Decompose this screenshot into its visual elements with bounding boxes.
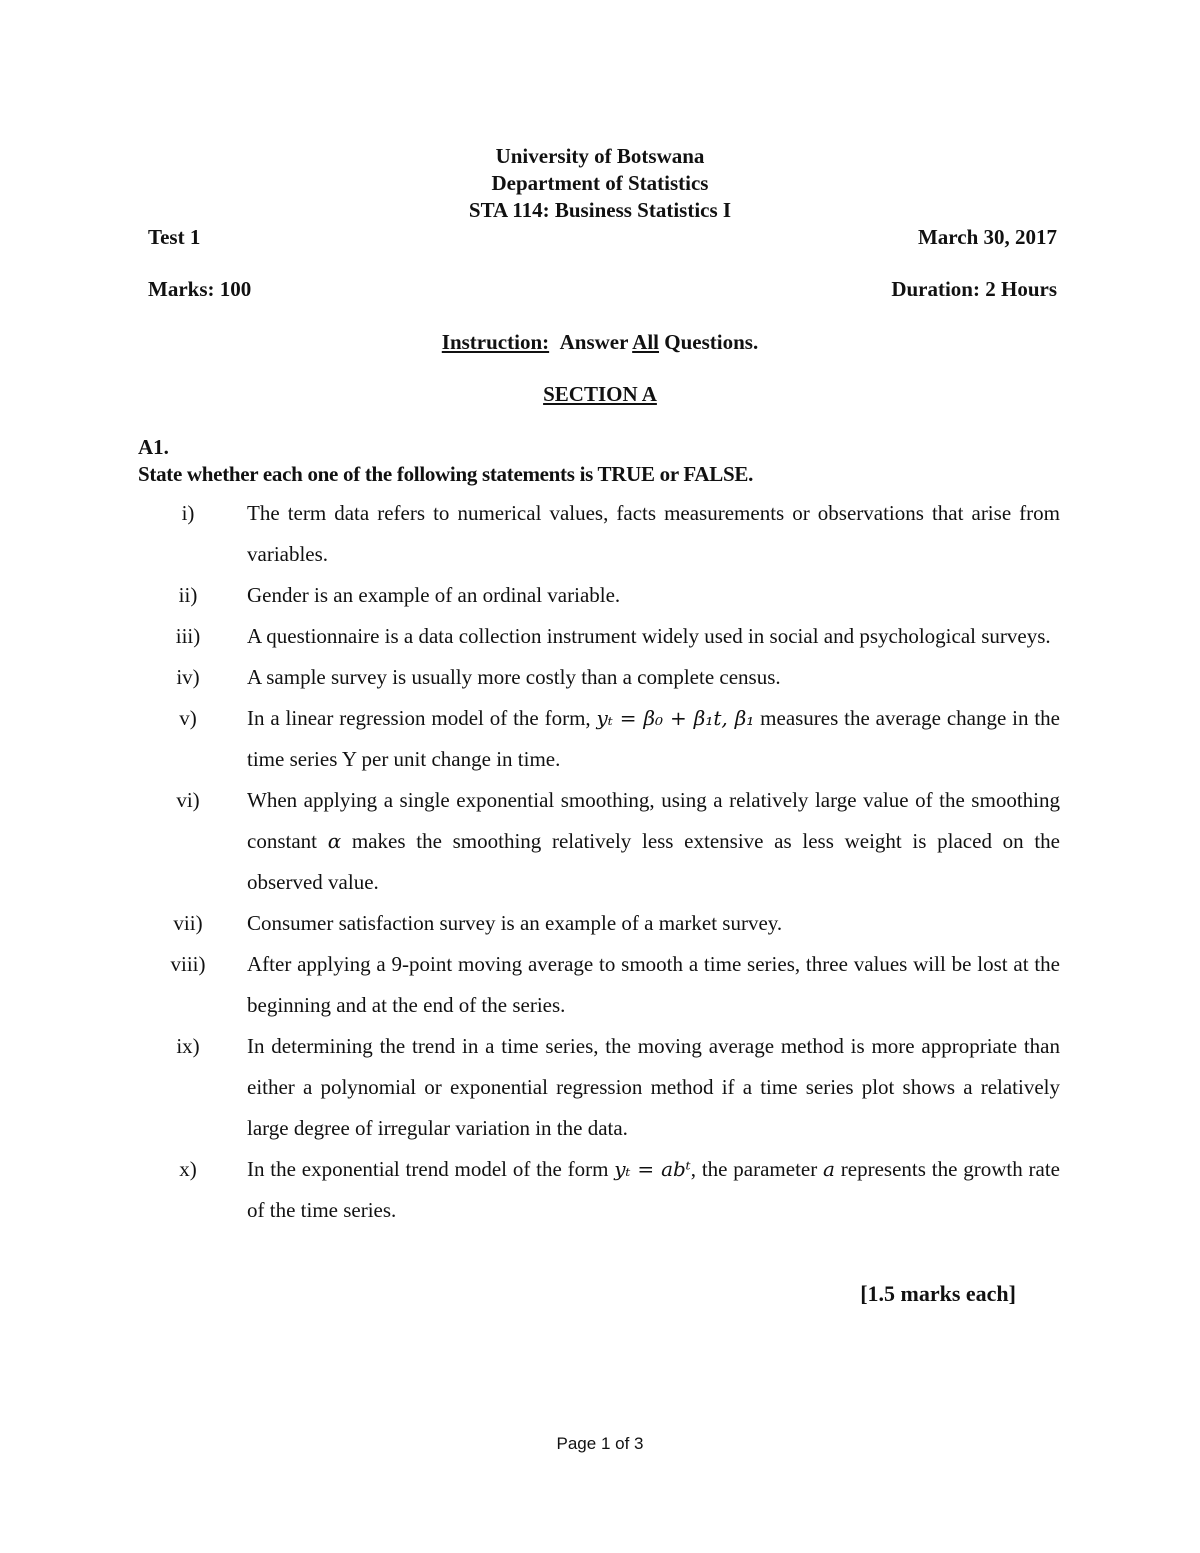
item-text: [247, 780, 1060, 903]
exam-header: [0, 143, 1200, 224]
instruction-text-after: Questions.: [659, 330, 759, 354]
item-text-before: In the exponential trend model of the form: [247, 1157, 615, 1181]
item-number: v): [179, 706, 197, 730]
department-name: Department of Statistics: [491, 171, 709, 195]
question-prompt: State whether each one of the following statements is TRUE or FALSE.: [138, 462, 754, 486]
list-item: [0, 657, 1200, 698]
regression-formula: yₜ = β₀ + β₁t, β₁: [596, 706, 755, 730]
list-item: [0, 944, 1200, 1026]
section-heading: SECTION A: [543, 382, 657, 406]
question-label: A1.: [138, 435, 169, 459]
item-text: A sample survey is usually more costly than a complete census.: [247, 665, 781, 689]
instruction-line: [0, 329, 1200, 356]
exam-date: March 30, 2017: [917, 225, 1057, 249]
list-item: [0, 616, 1200, 657]
list-item: [0, 780, 1200, 903]
list-item: [0, 575, 1200, 616]
statement-list: [0, 493, 1200, 1231]
list-item: [0, 493, 1200, 575]
item-text-mid: , the parameter: [690, 1157, 824, 1181]
item-text-after: makes the smoothing relatively less extensive as less weight is placed on the observed value.: [247, 829, 1060, 894]
list-item: [0, 698, 1200, 780]
item-text-before: When applying a single exponential smoothing, using a relatively large value of the smoothing constant: [247, 788, 1060, 853]
alpha-symbol: α: [327, 829, 342, 853]
list-item: [0, 1149, 1200, 1231]
item-number: vi): [176, 788, 200, 812]
item-text: Consumer satisfaction survey is an example of a market survey.: [247, 911, 783, 935]
item-text: In determining the trend in a time series, the moving average method is more appropriate than either a polynomial or exponential regression method if a time series plot shows a relatively large degree of irregular variation in the data.: [247, 1034, 1060, 1140]
item-text: The term data refers to numerical values, facts measurements or observations that arise from variables.: [247, 501, 1060, 566]
item-text-before: In a linear regression model of the form,: [247, 706, 597, 730]
exponential-formula: yₜ = abᵗ: [614, 1157, 691, 1181]
course-title: STA 114: Business Statistics I: [468, 198, 732, 222]
item-number: ii): [178, 583, 198, 607]
university-name: University of Botswana: [495, 144, 705, 168]
item-text: [247, 698, 1060, 780]
list-item: [0, 903, 1200, 944]
item-text-after: represents the growth rate of the time series.: [247, 1157, 1060, 1222]
instruction-text-before: Answer: [559, 330, 633, 354]
item-text: [247, 1149, 1060, 1231]
item-text: After applying a 9-point moving average to smooth a time series, three values will be lost at the beginning and at the end of the series.: [247, 952, 1060, 1017]
instruction-label: Instruction:: [441, 330, 550, 354]
list-item: [0, 1026, 1200, 1149]
item-number: viii): [170, 952, 206, 976]
item-number: i): [181, 501, 195, 525]
item-number: vii): [173, 911, 203, 935]
test-label: Test 1: [148, 225, 201, 249]
exam-duration: Duration: 2 Hours: [891, 277, 1057, 301]
page-number: Page 1 of 3: [556, 1434, 644, 1453]
item-number: iii): [175, 624, 201, 648]
instruction-emphasis: All: [632, 330, 660, 354]
item-number: ix): [176, 1034, 200, 1058]
parameter-a: a: [823, 1157, 835, 1181]
item-text: A questionnaire is a data collection instrument widely used in social and psychological surveys.: [247, 624, 1051, 648]
item-text: Gender is an example of an ordinal variable.: [247, 583, 621, 607]
item-number: iv): [176, 665, 200, 689]
marks-note: [1.5 marks each]: [860, 1281, 1016, 1306]
marks-total: Marks: 100: [148, 277, 252, 301]
item-text-after: measures the average change in the time series Y per unit change in time.: [247, 706, 1060, 771]
item-number: x): [179, 1157, 197, 1181]
